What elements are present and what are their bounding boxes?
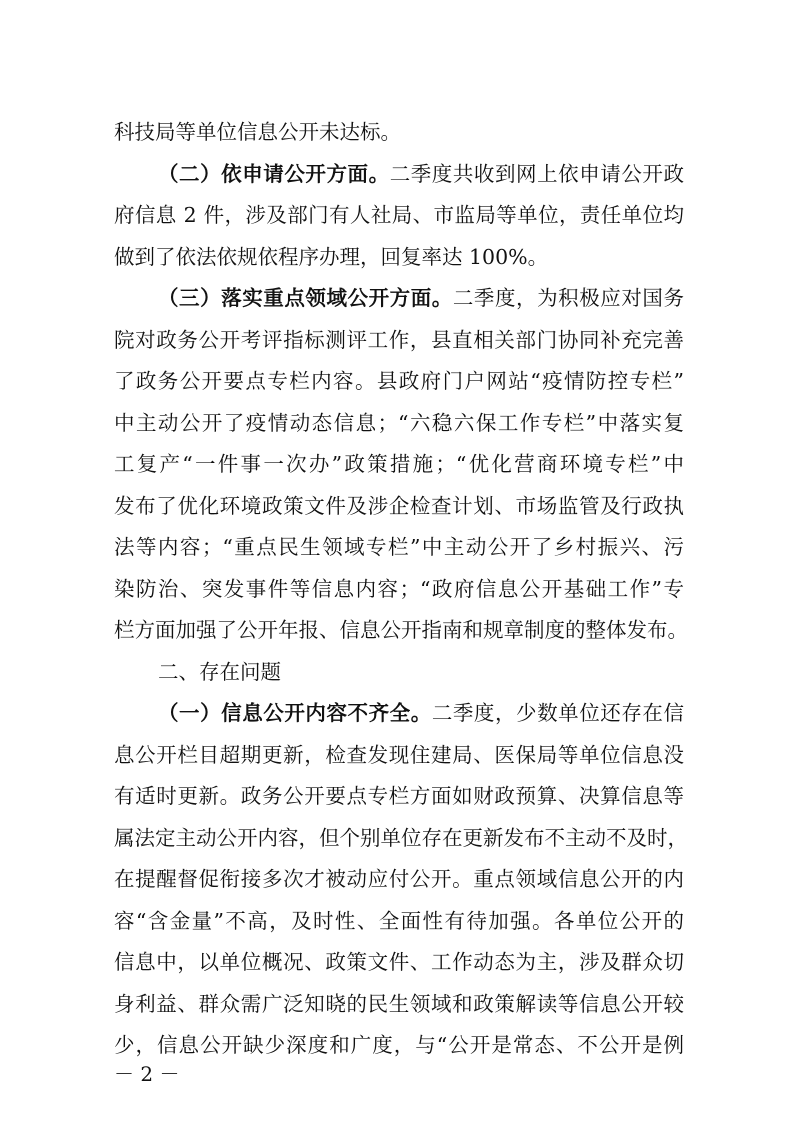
section-heading [158,658,684,686]
line-text: 二季度共收到网上依申请公开政 [389,162,684,186]
line-text: 栏方面加强了公开年报、信息公开指南和规章制度的整体发布。 [114,618,688,642]
line-text: 二季度，少数单位还存在信 [431,701,684,725]
line-text: 法等内容；“重点民生领域专栏”中主动公开了乡村振兴、污 [114,535,684,559]
text-line [114,326,684,354]
line-text: 府信息 2 件，涉及部门有人社局、市监局等单位，责任单位均 [114,203,684,227]
line-text: 院对政务公开考评指标测评工作，县直相关部门协同补充完善 [114,328,684,352]
text-line [114,741,684,769]
text-line [114,367,684,395]
text-line [114,492,684,520]
line-text: 身利益、群众需广泛知晓的民生领域和政策解读等信息公开较 [114,992,684,1016]
line-text: 做到了依法依规依程序办理，回复率达 100%。 [114,245,549,269]
text-line [158,699,684,727]
text-line [114,450,684,478]
text-line [114,243,684,271]
section-heading-text: 二、存在问题 [158,660,281,684]
text-line [114,990,684,1018]
text-line [114,533,684,561]
text-line [114,575,684,603]
text-line [114,865,684,893]
paragraph-lead-heading: （二）依申请公开方面。 [158,162,390,186]
paragraph-lead-heading: （三）落实重点领域公开方面。 [158,286,453,310]
line-text: 息公开栏目超期更新，检查发现住建局、医保局等单位信息没 [114,743,684,767]
text-line [114,201,684,229]
text-line [114,616,688,644]
text-line [114,782,684,810]
line-text: 少，信息公开缺少深度和广度，与“公开是常态、不公开是例 [114,1033,684,1057]
text-line [114,824,688,852]
paragraph-lead-heading: （一）信息公开内容不齐全。 [158,701,432,725]
line-text: 工复产“一件事一次办”政策措施；“优化营商环境专栏”中 [114,452,684,476]
line-text: 有适时更新。政务公开要点专栏方面如财政预算、决算信息等 [114,784,684,808]
line-text: 中主动公开了疫情动态信息；“六稳六保工作专栏”中落实复 [114,411,684,435]
line-text: 染防治、突发事件等信息内容；“政府信息公开基础工作”专 [114,577,684,601]
text-line [114,907,684,935]
line-text: 二季度，为积极应对国务 [452,286,684,310]
text-line [158,284,684,312]
text-line [114,409,684,437]
line-text: 科技局等单位信息公开未达标。 [114,120,401,144]
text-line [158,160,684,188]
page-number: － 2 － [114,1062,180,1086]
text-line [114,1031,684,1059]
text-line [114,948,684,976]
line-text: 容“含金量”不高，及时性、全面性有待加强。各单位公开的 [114,909,684,933]
line-text: 信息中，以单位概况、政策文件、工作动态为主，涉及群众切 [114,950,684,974]
line-text: 在提醒督促衔接多次才被动应付公开。重点领域信息公开的内 [114,867,684,891]
line-text: 发布了优化环境政策文件及涉企检查计划、市场监管及行政执 [114,494,684,518]
text-line [114,118,684,146]
line-text: 了政务公开要点专栏内容。县政府门户网站“疫情防控专栏” [114,369,684,393]
line-text: 属法定主动公开内容，但个别单位存在更新发布不主动不及时， [114,826,688,850]
